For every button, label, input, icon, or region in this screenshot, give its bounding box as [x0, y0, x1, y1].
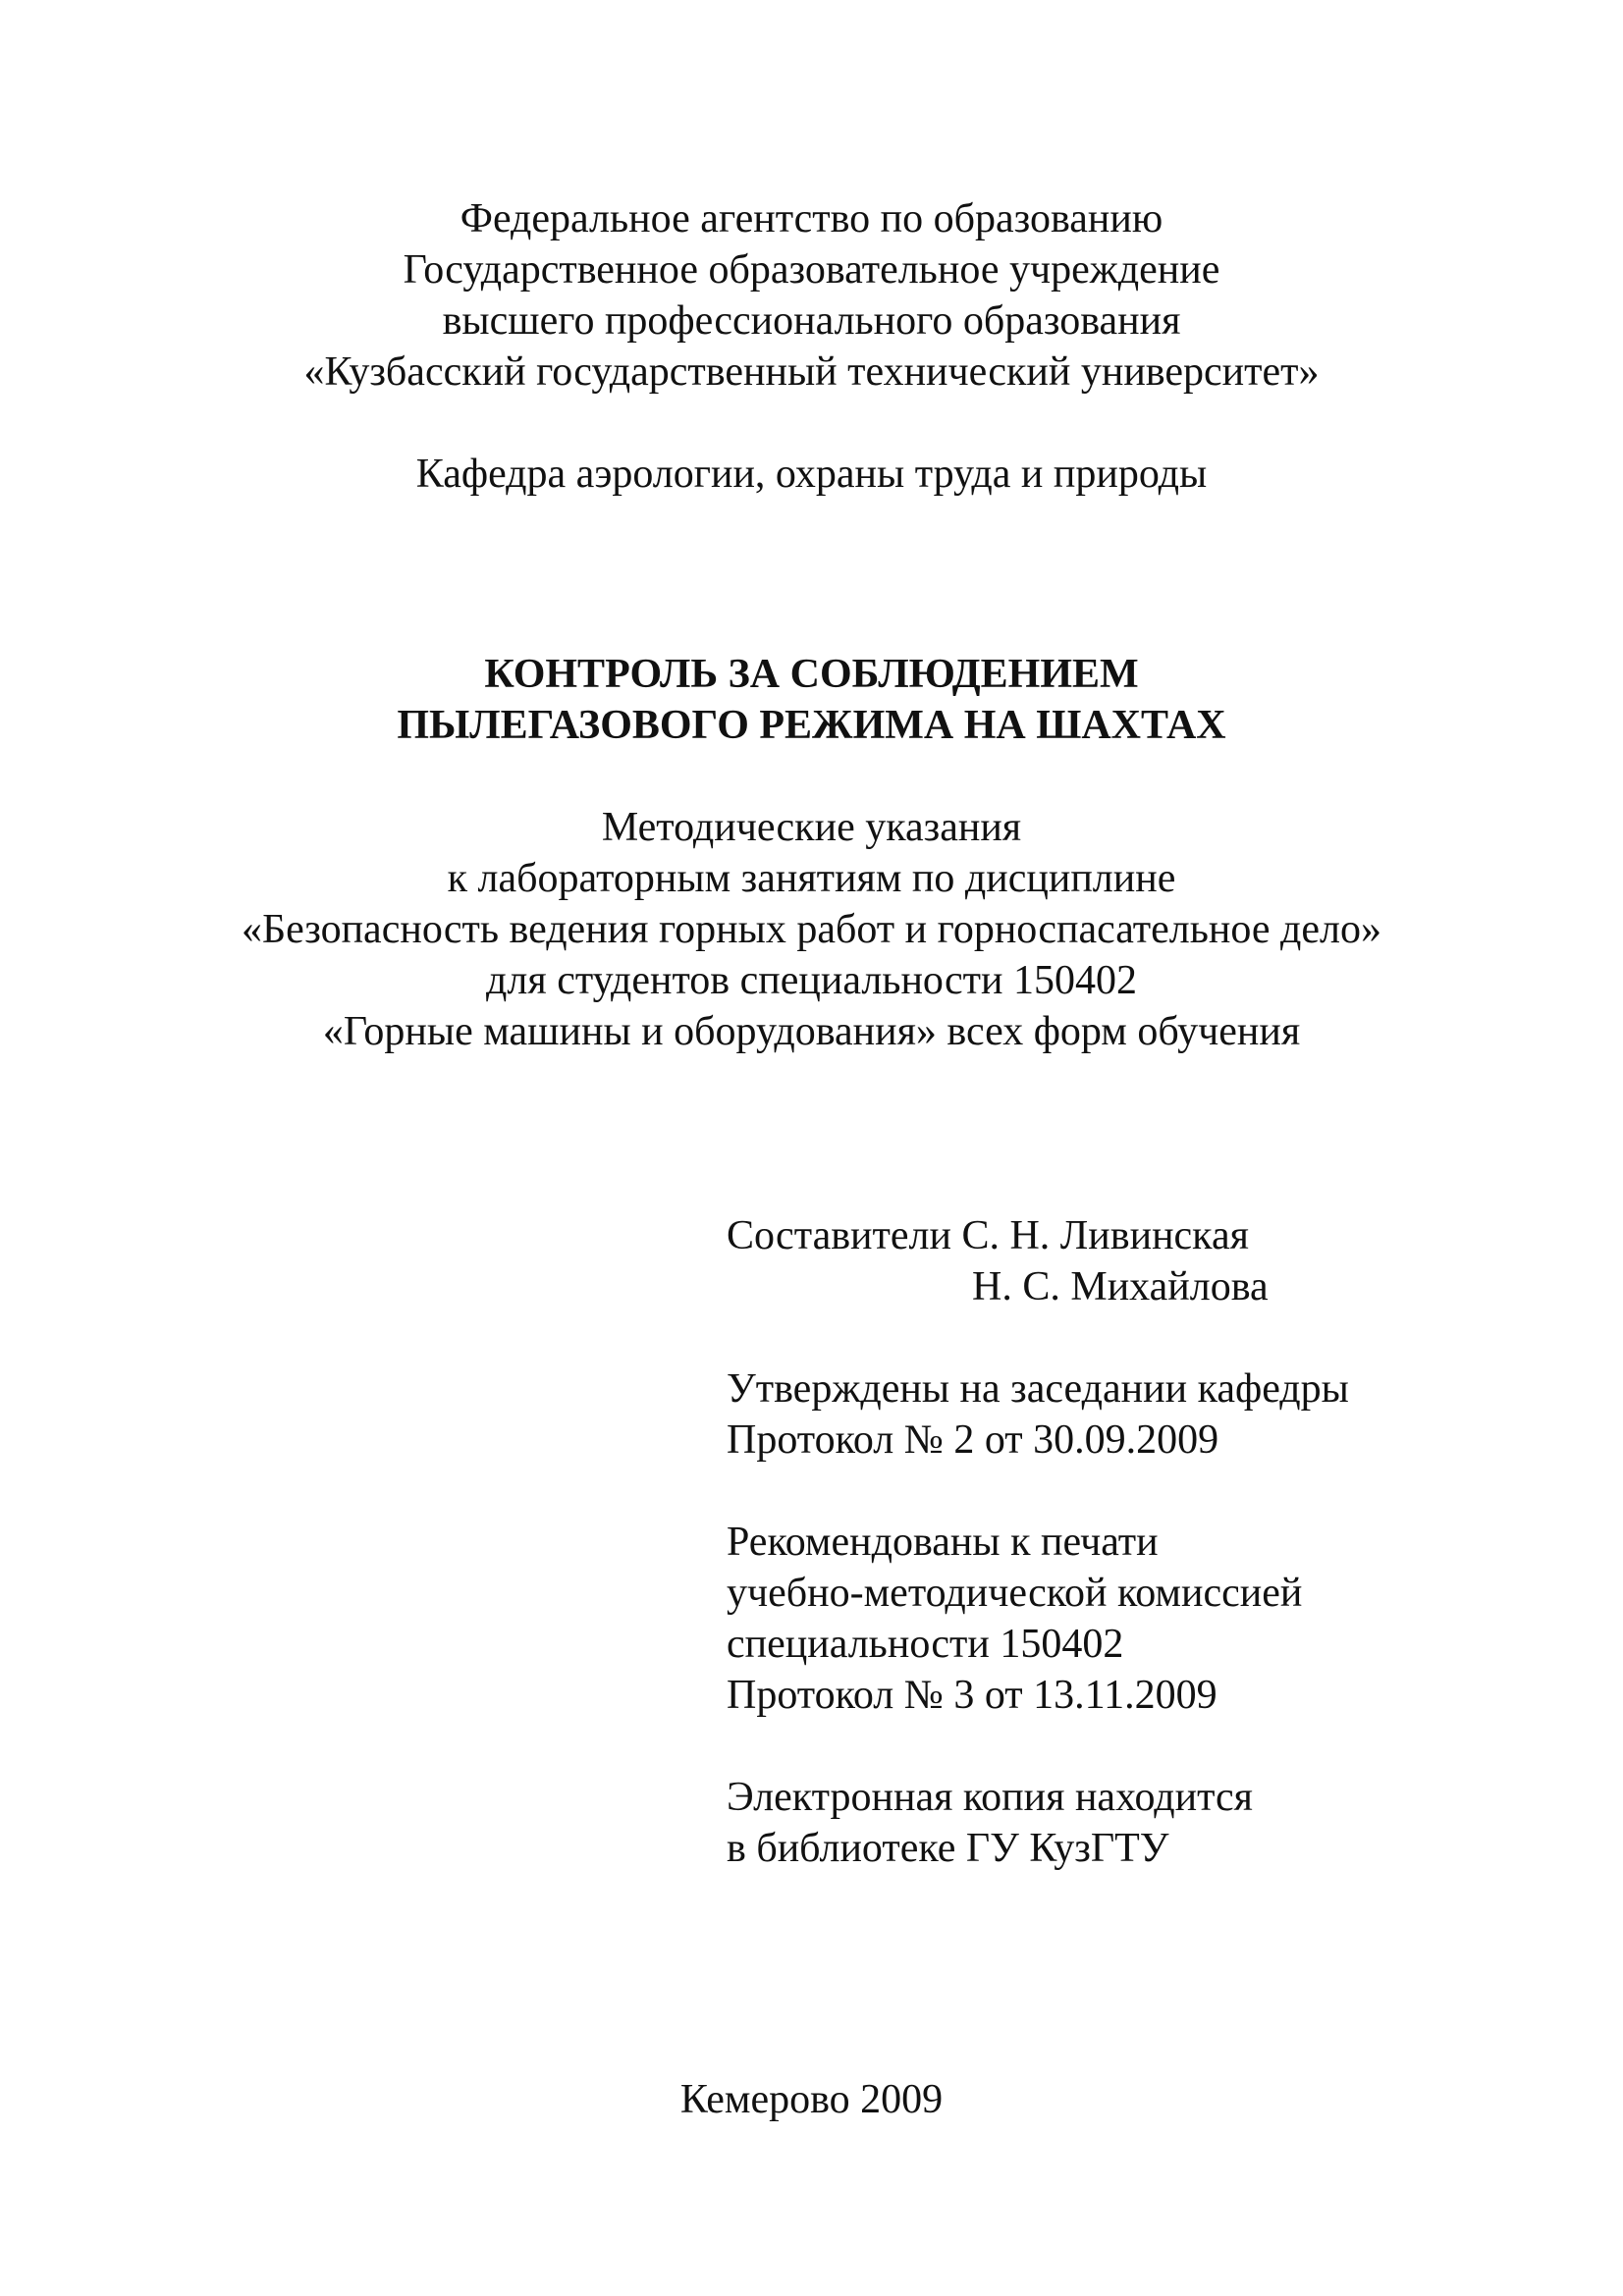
subtitle-line: к лабораторным занятиям по дисциплине	[447, 856, 1176, 901]
title-line: ПЫЛЕГАЗОВОГО РЕЖИМА НА ШАХТАХ	[397, 703, 1226, 748]
authors-line: Составители С. Н. Ливинская	[727, 1213, 1249, 1258]
approval-line: Протокол № 2 от 30.09.2009	[727, 1417, 1219, 1463]
header-line: Государственное образовательное учреждение	[403, 247, 1220, 293]
recommendation-line: учебно-методической комиссией	[727, 1571, 1303, 1616]
place-and-year: Кемерово 2009	[679, 2077, 944, 2122]
subtitle-line: «Горные машины и оборудования» всех форм обучения	[322, 1009, 1301, 1054]
authors-line: Н. С. Михайлова	[972, 1264, 1269, 1309]
title-line: КОНТРОЛЬ ЗА СОБЛЮДЕНИЕМ	[484, 652, 1139, 697]
ecopy-line: Электронная копия находится	[727, 1775, 1253, 1820]
recommendation-line: Рекомендованы к печати	[727, 1520, 1159, 1565]
header-line: Федеральное агентство по образованию	[460, 196, 1163, 241]
subtitle-line: для студентов специальности 150402	[486, 958, 1137, 1003]
recommendation-line: специальности 150402	[727, 1622, 1124, 1667]
header-line: высшего профессионального образования	[442, 298, 1181, 344]
header-line: «Кузбасский государственный технический университет»	[303, 349, 1320, 395]
ecopy-line: в библиотеке ГУ КузГТУ	[727, 1826, 1169, 1871]
subtitle-line: Методические указания	[601, 805, 1022, 850]
subtitle-line: «Безопасность ведения горных работ и горноспасательное дело»	[241, 907, 1382, 952]
recommendation-line: Протокол № 3 от 13.11.2009	[727, 1673, 1217, 1718]
approval-line: Утверждены на заседании кафедры	[727, 1366, 1349, 1412]
department-name: Кафедра аэрологии, охраны труда и природы	[415, 452, 1208, 497]
